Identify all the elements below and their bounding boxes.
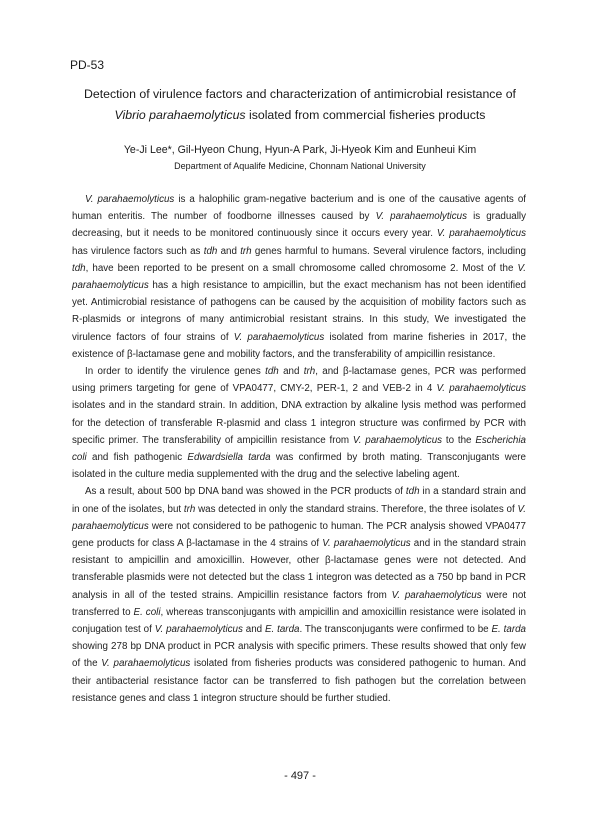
page-number: - 497 - — [284, 770, 316, 782]
text-run: , have been reported to be present on a small chromosome called chromosome 2. Most of the — [85, 262, 518, 274]
text-run: were not considered to be pathogenic to human. The PCR analysis showed VPA0477 gene products for class A β-lactamase in the 4 strains of — [72, 520, 526, 550]
italic-term: E. tarda — [491, 624, 526, 636]
text-run: has virulence factors such as — [72, 245, 204, 257]
text-run: In order to identify the virulence genes — [85, 366, 266, 378]
italic-term: trh — [303, 366, 316, 378]
italic-term: V. parahaemolyticus — [154, 624, 243, 636]
italic-term: V. parahaemolyticus — [322, 538, 411, 550]
italic-term: Edwardsiella tarda — [187, 452, 271, 464]
italic-term: V. parahaemolyticus — [72, 503, 526, 532]
italic-term: trh — [240, 245, 252, 257]
presentation-code: PD-53 — [70, 58, 105, 72]
italic-term: V. parahaemolyticus — [391, 589, 482, 601]
italic-term: E. tarda — [265, 624, 300, 636]
text-run: was detected in only the standard strains. Therefore, the three isolates of — [195, 503, 518, 515]
italic-term: tdh — [72, 262, 86, 274]
author-list: Ye-Ji Lee*, Gil-Hyeon Chung, Hyun-A Park, Ji-Hyeok Kim and Eunheui Kim — [123, 144, 477, 156]
paragraph-2 — [72, 363, 526, 483]
italic-term: tdh — [405, 486, 420, 498]
text-run: isolated from fisheries products was considered pathogenic to human. And their antibacterial resistance factor can be transferred to fish pathogen but the correlation between resistance genes and class 1 integron structure should be further studied. — [72, 658, 526, 704]
text-run: is gradually decreasing, but it needs to be monitored continuously since it occurs every year. — [72, 211, 526, 240]
text-run: is a halophilic gram-negative bacterium and is one of the causative agents of human enteritis. The number of foodborne illnesses caused by — [72, 194, 526, 223]
text-run: As a result, about 500 bp DNA band was showed in the PCR products of — [85, 486, 406, 498]
text-run: genes harmful to humans. Several virulence factors, including — [251, 245, 526, 257]
paragraph-3 — [72, 483, 526, 707]
text-run: to the — [442, 434, 476, 446]
italic-term: Escherichia coli — [72, 434, 526, 464]
text-run: isolated from marine fisheries in 2017, the existence of β-lactamase gene and mobility factors, and the transferability of ampicillin resistance. — [72, 331, 526, 360]
text-run: has a high resistance to ampicillin, but the exact mechanism has not been identified yet. Antimicrobial resistance of pathogens can be caused by the acquisition of mobility factors such as R-plasmids or integrons of many antimicrobial resistant strains. In this study, We investigated the virulence factors of four strains of — [72, 280, 526, 343]
italic-term: tdh — [265, 366, 279, 378]
text-run: and — [278, 366, 304, 378]
text-run: were not transferred to — [72, 589, 526, 618]
italic-term: V. parahaemolyticus — [352, 434, 443, 446]
text-run: was confirmed by broth mating. Transconjugants were isolated in the culture media supplemented with the drug and the selective labeling agent. — [72, 452, 526, 481]
italic-term: V. parahaemolyticus — [436, 228, 526, 240]
italic-term: V. parahaemolyticus — [233, 331, 325, 343]
title-species: Vibrio parahaemolyticus — [114, 108, 246, 122]
title-line-2 — [60, 105, 540, 126]
italic-term: E. coli — [133, 606, 161, 618]
text-run: showing 278 bp DNA product in PCR analysis with specific primers. These results showed that only few of the — [72, 641, 526, 670]
italic-term: V. parahaemolyticus — [101, 658, 191, 670]
text-run: and in the standard strain resistant to ampicillin and amoxicillin. However, other β-lactamase genes were not detected. And transferable plasmids were not detected but the class 1 integron was detected as a 750 bp band in PCR analysis in all of the tested strains. Ampicillin resistance factors from — [72, 538, 526, 601]
italic-term: V. parahaemolyticus — [85, 194, 175, 205]
text-run: . The transconjugants were confirmed to be — [299, 624, 492, 636]
italic-term: tdh — [203, 245, 218, 257]
italic-term: V. parahaemolyticus — [436, 383, 526, 395]
italic-term: trh — [183, 503, 196, 515]
abstract-title — [60, 84, 540, 126]
title-line-2-rest: isolated from commercial fisheries products — [245, 108, 486, 122]
text-run: , and β-lactamase genes, PCR was performed using primers targeting for gene of VPA0477, CMY-2, PER-1, 2 and VEB-2 in 4 — [72, 366, 526, 395]
italic-term: V. parahaemolyticus — [375, 211, 467, 223]
text-run: and — [242, 624, 265, 636]
affiliation: Department of Aqualife Medicine, Chonnam National University — [174, 161, 426, 171]
paragraph-1 — [72, 191, 526, 363]
text-run: and fish pathogenic — [86, 452, 188, 464]
text-run: isolates and in the standard strain. In addition, DNA extraction by alkaline lysis method was performed for the detection of transferable R-plasmid and class 1 integron structure was confirmed by PCR with specific primer. The transferability of ampicillin resistance from — [72, 400, 526, 446]
abstract-body — [72, 191, 526, 707]
text-run: and — [217, 245, 241, 257]
italic-term: V. parahaemolyticus — [72, 262, 526, 292]
title-line-1: Detection of virulence factors and characterization of antimicrobial resistance of — [84, 87, 516, 101]
text-run: in a standard strain and in one of the isolates, but — [72, 486, 526, 515]
text-run: , whereas transconjugants with ampicillin and amoxicillin resistance were isolated in conjugation test of — [72, 606, 526, 636]
